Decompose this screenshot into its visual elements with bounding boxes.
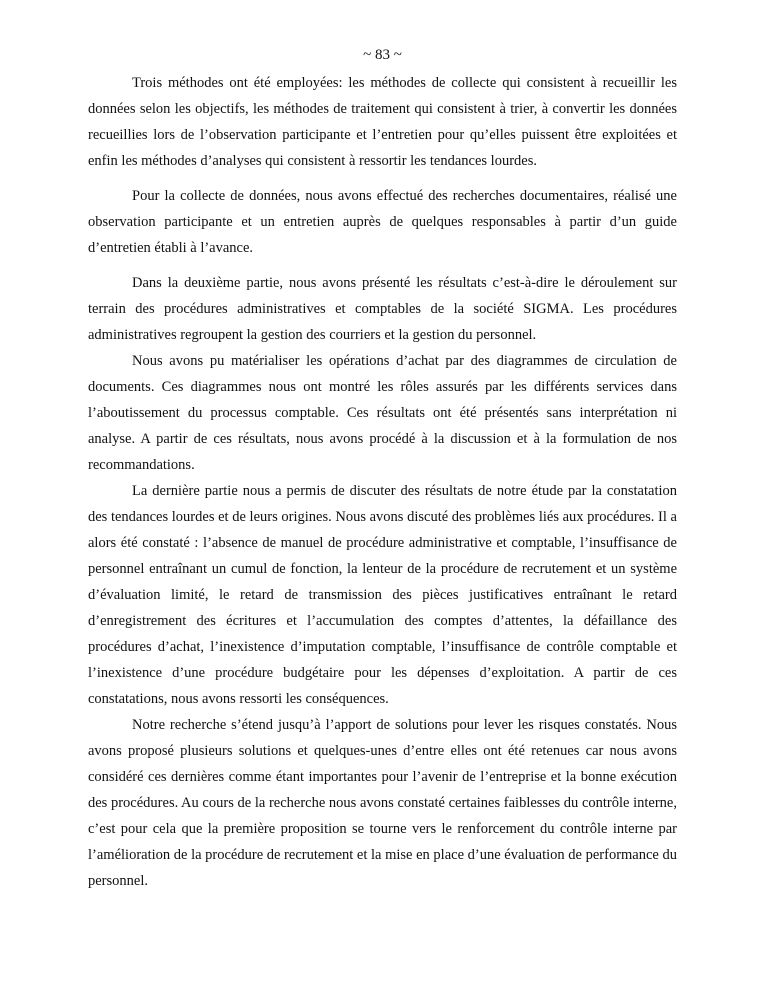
document-page bbox=[88, 0, 677, 894]
paragraph-second-part: Dans la deuxième partie, nous avons présenté les résultats c’est-à-dire le déroulement sur terrain des procédures administratives et comptables de la société SIGMA. Les procédures administratives regroupent la gestion des courriers et la gestion du personnel. bbox=[88, 275, 677, 343]
paragraph-methods: Trois méthodes ont été employées: les méthodes de collecte qui consistent à recueillir les données selon les objectifs, les méthodes de traitement qui consistent à trier, à convertir les données recueillies lors de l’observation participante et l’entretien pour qu’elles puissent être exploitées et enfin les méthodes d’analyses qui consistent à ressortir les tendances lourdes. bbox=[88, 75, 677, 169]
paragraph-purchase-operations: Nous avons pu matérialiser les opérations d’achat par des diagrammes de circulation de documents. Ces diagrammes nous ont montré les rôles assurés par les différents services dans l’aboutissement du processus comptable. Ces résultats ont été présentés sans interprétation ni analyse. A partir de ces résultats, nous avons procédé à la discussion et à la formulation de nos recommandations. bbox=[88, 353, 677, 473]
paragraph-last-part: La dernière partie nous a permis de discuter des résultats de notre étude par la constatation des tendances lourdes et de leurs origines. Nous avons discuté des problèmes liés aux procédures. Il a alors été constaté : l’absence de manuel de procédure administrative et comptable, l’insuffisance de personnel entraînant un cumul de fonction, la lenteur de la procédure de recrutement et un système d’évaluation limité, le retard de transmission des pièces justificatives entraînant le retard d’enregistrement des écritures et l’accumulation des comptes d’attentes, la défaillance des procédures d’achat, l’inexistence d’imputation comptable, l’insuffisance de contrôle comptable et l’inexistence d’une procédure budgétaire pour les dépenses d’exploitation. A partir de ces constatations, nous avons ressorti les conséquences. bbox=[88, 483, 677, 707]
paragraph-solutions: Notre recherche s’étend jusqu’à l’apport de solutions pour lever les risques constatés. Nous avons proposé plusieurs solutions et quelques-unes d’entre elles ont été retenues car nous avons considéré ces dernières comme étant importantes pour l’avenir de l’entreprise et la bonne exécution des procédures. Au cours de la recherche nous avons constaté certaines faiblesses du contrôle interne, c’est pour cela que la première proposition se tourne vers le renforcement du contrôle interne par l’amélioration de la procédure de recrutement et la mise en place d’une évaluation de performance du personnel. bbox=[88, 717, 677, 889]
paragraph-data-collection: Pour la collecte de données, nous avons effectué des recherches documentaires, réalisé une observation participante et un entretien auprès de quelques responsables à partir d’un guide d’entretien établi à l’avance. bbox=[88, 188, 677, 256]
page-number: ~ 83 ~ bbox=[363, 47, 402, 63]
